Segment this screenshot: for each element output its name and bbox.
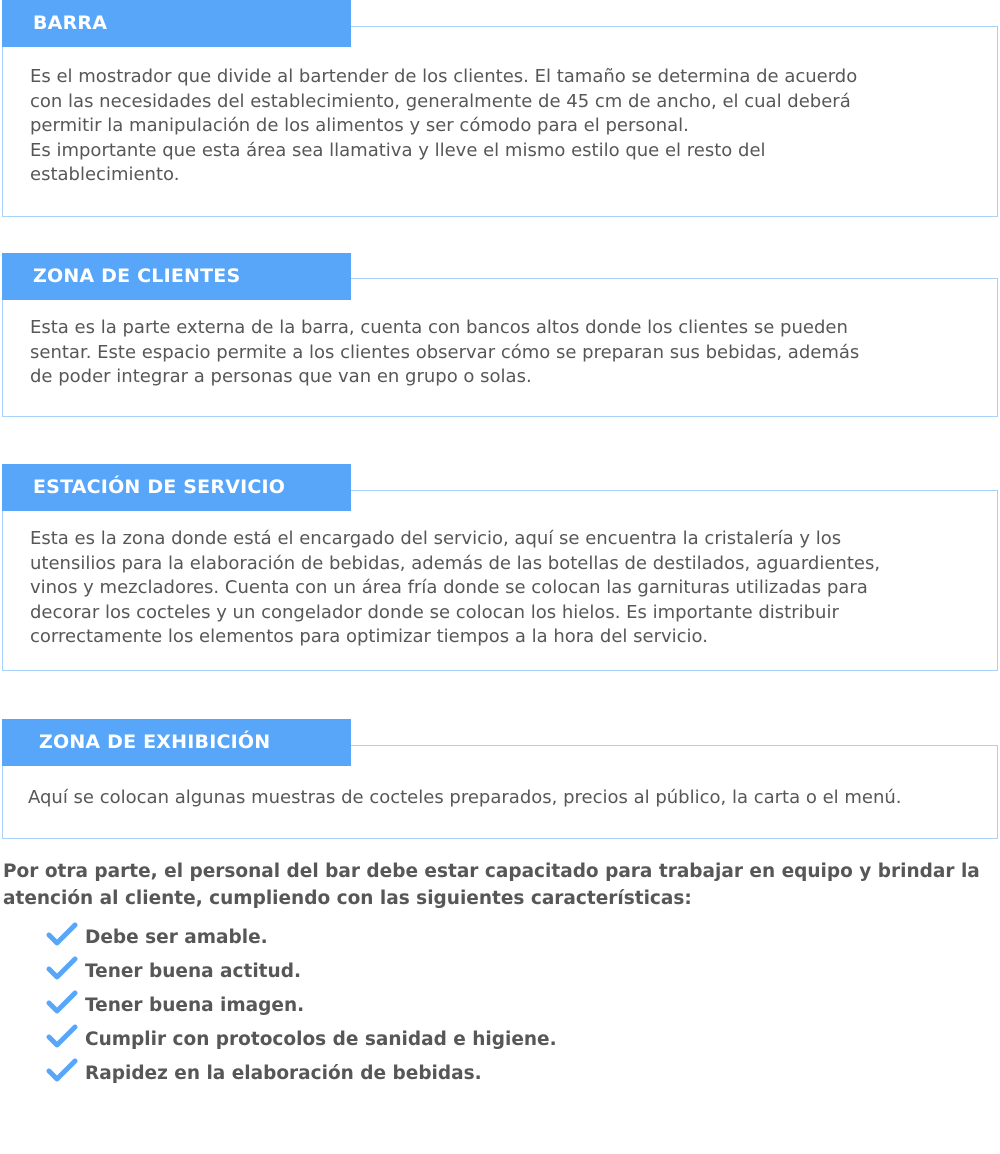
text-line: Esta es la parte externa de la barra, cuenta con bancos altos donde los clientes se pueden xyxy=(30,317,848,338)
check-icon xyxy=(46,922,78,948)
closing-line-2: atención al cliente, cumpliendo con las siguientes características: xyxy=(3,888,692,909)
text-line: Aquí se colocan algunas muestras de cocteles preparados, precios al público, la carta o el menú. xyxy=(28,787,902,808)
list-item xyxy=(46,988,746,1022)
list-item xyxy=(46,1022,746,1056)
list-item-text: Cumplir con protocolos de sanidad e higiene. xyxy=(85,1029,557,1050)
text-line: utensilios para la elaboración de bebidas, además de las botellas de destilados, aguardientes, xyxy=(30,552,881,574)
text-line: decorar los cocteles y un congelador donde se colocan los hielos. Es importante distribuir xyxy=(30,601,839,623)
list-item-text: Debe ser amable. xyxy=(85,927,268,948)
list-item-text: Tener buena actitud. xyxy=(85,961,301,982)
section-text-barra xyxy=(30,65,957,188)
section-title-zona-exhibicion: ZONA DE EXHIBICIÓN xyxy=(2,719,351,766)
list-item xyxy=(46,920,746,954)
text-line: con las necesidades del establecimiento, generalmente de 45 cm de ancho, el cual deberá xyxy=(30,90,851,112)
list-item xyxy=(46,954,746,988)
text-line: sentar. Este espacio permite a los clientes observar cómo se preparan sus bebidas, además xyxy=(30,341,860,363)
check-icon xyxy=(46,956,78,982)
section-text-zona-exhibicion xyxy=(28,786,987,811)
section-text-estacion-servicio xyxy=(30,527,957,650)
text-line: correctamente los elementos para optimizar tiempos a la hora del servicio. xyxy=(30,626,708,647)
list-item-text: Rapidez en la elaboración de bebidas. xyxy=(85,1063,482,1084)
section-text-zona-clientes xyxy=(30,316,957,390)
check-icon xyxy=(46,990,78,1016)
check-icon xyxy=(46,1058,78,1084)
section-body-estacion-servicio xyxy=(2,490,998,671)
section-title-barra: BARRA xyxy=(2,0,351,47)
section-title-estacion-servicio: ESTACIÓN DE SERVICIO xyxy=(2,464,351,511)
text-line: de poder integrar a personas que van en grupo o solas. xyxy=(30,366,532,387)
text-line: permitir la manipulación de los alimentos y ser cómodo para el personal. xyxy=(30,115,689,136)
text-line: Es el mostrador que divide al bartender de los clientes. El tamaño se determina de acuerdo xyxy=(30,66,858,87)
text-line: vinos y mezcladores. Cuenta con un área fría donde se colocan las garnituras utilizadas para xyxy=(30,577,868,598)
text-line: Es importante que esta área sea llamativa y lleve el mismo estilo que el resto del xyxy=(30,139,766,161)
closing-paragraph xyxy=(3,858,993,912)
section-title-zona-clientes: ZONA DE CLIENTES xyxy=(2,253,351,300)
text-line: Esta es la zona donde está el encargado del servicio, aquí se encuentra la cristalería y los xyxy=(30,528,842,549)
list-item xyxy=(46,1056,746,1090)
list-item-text: Tener buena imagen. xyxy=(85,995,305,1016)
section-body-barra xyxy=(2,26,998,217)
text-line: establecimiento. xyxy=(30,164,180,185)
closing-line-1: Por otra parte, el personal del bar debe estar capacitado para trabajar en equipo y brindar la xyxy=(3,861,980,882)
check-icon xyxy=(46,1024,78,1050)
